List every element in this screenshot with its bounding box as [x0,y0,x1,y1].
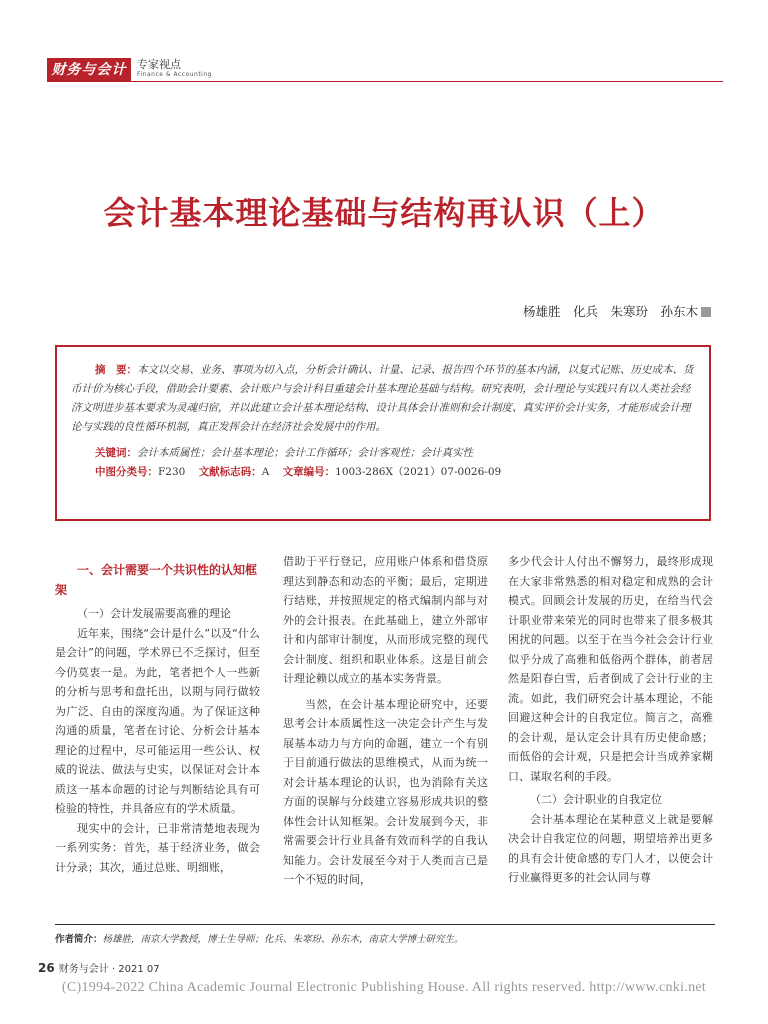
abstract-label: 摘 要： [95,364,137,376]
header-divider [131,81,723,82]
class-label: 中图分类号： [95,466,158,478]
paragraph: 借助于平行登记，应用账户体系和借贷原理达到静态和动态的平衡；最后，定期进行结账，并按照规定的格式编制内部与对外的会计报表。在此基础上，建立外部审计和内部审计制度，从而形成完整的现代会计制度、组织和职业体系。这是目前会计理论赖以成立的基本实务背景。 [283,555,488,685]
paragraph: 多少代会计人付出不懈努力，最终形成现在大家非常熟悉的相对稳定和成熟的会计模式。回顾会计发展的历史，在给当代会计职业带来荣光的同时也带来了很多极其困扰的问题。以至于在当今社会会计行业似乎分成了高雅和低俗两个群体，前者居然是阳春白雪，后者倒成了会计行业的主流。如此，我们研究会计基本理论，不能回避这种会计的自我定位。简言之，高雅的会计观，是认定会计具有历史使命感；而低俗的会计观，只是把会计当成养家糊口、谋取名利的手段。 [508,555,713,783]
author-note-label: 作者简介： [55,934,103,945]
column-title: 专家视点 [137,58,181,71]
article-label: 文章编号： [282,466,336,478]
article-title: 会计基本理论基础与结构再认识（上） [103,194,665,232]
classification [95,464,695,479]
doc-value: A [261,466,270,478]
subsection-heading-2: （二）会计职业的自我定位 [530,793,662,806]
abstract [71,361,697,437]
section-heading-1: 一、会计需要一个共识性的认知框架 [55,563,258,597]
article-value: 1003-286X（2021）07-0026-09 [335,466,502,478]
class-value: F230 [158,466,186,478]
journal-logo: 财务与会计 [47,58,131,82]
keywords [95,445,695,460]
article-authors [523,302,711,320]
author-note-text: 杨雄胜，南京大学教授，博士生导师；化兵、朱寒玢、孙东木，南京大学博士研究生。 [102,934,464,945]
end-square-icon [701,307,711,317]
page-header [47,58,723,82]
column-1 [55,552,260,877]
authors-text: 杨雄胜 化兵 朱寒玢 孙东木 [522,304,698,319]
column-subtitle: Finance & Accounting [137,71,212,78]
abstract-text: 本文以交易、业务、事项为切入点，分析会计确认、计量、记录、报告四个环节的基本内涵，以复式记账、历史成本、货币计价为核心手段，借助会计要素、会计账户与会计科目重建会计基本理论基础与结构。研究表明，会计理论与实践只有以人类社会经济文明进步基本要求为灵魂归宿，并以此建立会计基本理论结构、设计具体会计准则和会计制度、真实评价会计实务，才能形成会计理论与实践的良性循环机制，真正发挥会计在经济社会发展中的作用。 [71,364,694,433]
paragraph: 会计基本理论在某种意义上就是要解决会计自我定位的问题，期望培养出更多的具有会计使命感的专门人才，以使会计行业赢得更多的社会认同与尊 [508,812,713,884]
column-2 [283,552,488,890]
paragraph: 当然，在会计基本理论研究中，还要思考会计本质属性这一决定会计产生与发展基本动力与方向的命题，建立一个有别于目前通行做法的思维模式，从而为统一对会计基本理论的认识，也为消除有关这方面的误解与分歧建立容易形成共识的整体性会计认知框架。会计发展到今天，非常需要会计行业具备有效而科学的自我认知能力。会计发展至今对于人类而言已是一个不短的时间， [283,697,488,886]
paragraph: 现实中的会计，已非常清楚地表现为一系列实务：首先，基于经济业务，做会计分录；其次，通过总账、明细账， [55,821,260,874]
copyright-watermark: (C)1994-2022 China Academic Journal Electronic Publishing House. All rights reserved. http://www.cnki.net [61,980,707,995]
page-number: 26 [38,961,55,975]
keywords-label: 关键词： [95,447,137,459]
paragraph: 近年来，围绕“会计是什么”以及“什么是会计”的问题，学术界已不乏探讨，但至今仍莫衷一是。为此，笔者把个人一些新的分析与思考和盘托出，以期与同行做较为广泛、自由的深度沟通。为了保证这种沟通的质量，笔者在讨论、分析会计基本理论的过程中，尽可能运用一些公认、权威的说法、做法与史实，以保证对会计本质这一基本命题的讨论与判断结论具有可检验的特性，并具备应有的学术质量。 [55,626,260,815]
keywords-text: 会计本质属性；会计基本理论；会计工作循环；会计客观性；会计真实性 [137,447,473,459]
column-3 [508,552,713,888]
author-note [55,924,715,945]
page-footer [38,960,160,975]
doc-label: 文献标志码： [198,466,262,478]
abstract-box [55,345,711,521]
footer-journal: 财务与会计 · 2021 07 [58,964,160,975]
subsection-heading-1: （一）会计发展需要高雅的理论 [77,607,231,620]
